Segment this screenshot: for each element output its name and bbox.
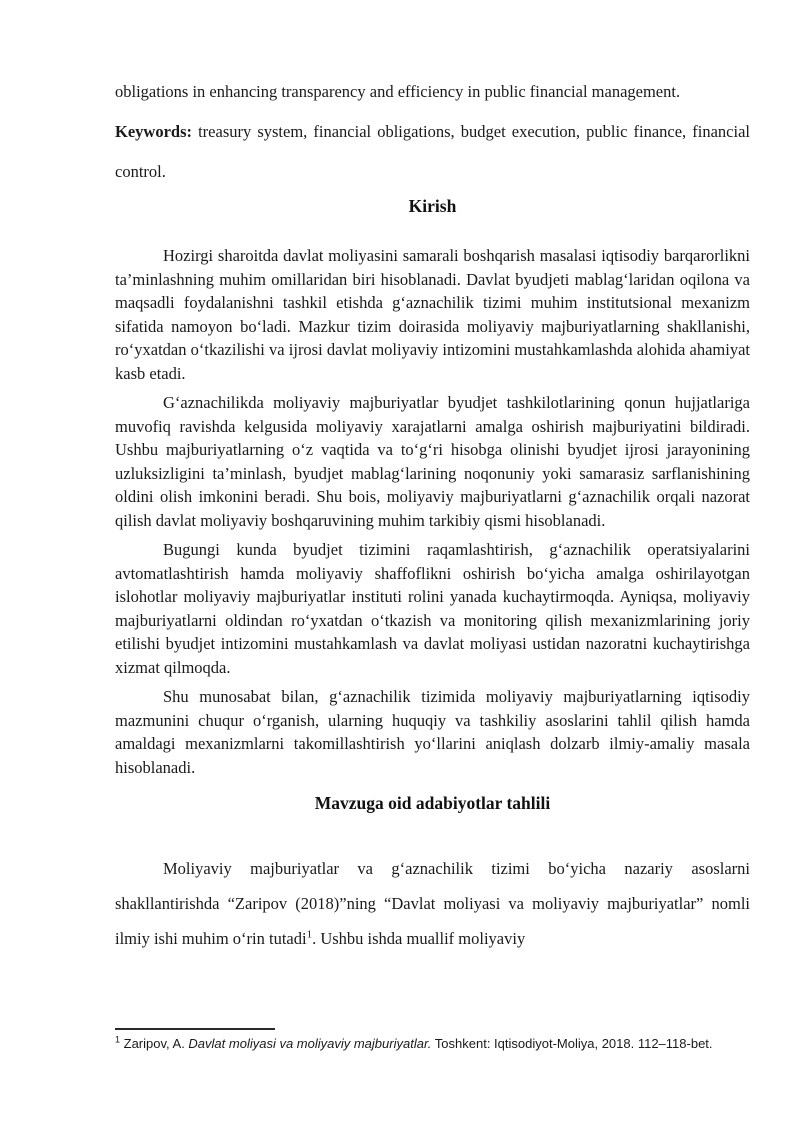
body-paragraph-3: Bugungi kunda byudjet tizimini raqamlashtirish, g‘aznachilik operatsiyalarini avtomatlashtirish hamda moliyaviy shaffoflikni oshirish bo‘yicha amalga oshirilayotgan islohotlar moliyaviy majburiyatlar instituti rolini yanada kuchaytirmoqda. Ayniqsa, moliyaviy majburiyatlarni oldindan ro‘yxatdan o‘tkazish va monitoring qilish mexanizmlarining joriy etilishi byudjet intizomini mustahkamlash va davlat moliyasi ustidan nazoratni kuchaytirishga xizmat qilmoqda.: [115, 540, 750, 677]
footnote-book-title: Davlat moliyasi va moliyaviy majburiyatlar.: [188, 1036, 432, 1051]
footnote-reference: 1: [306, 928, 313, 941]
footnote-text: [115, 1035, 750, 1053]
footnote-publication-info: Toshkent: Iqtisodiyot-Moliya, 2018. 112–118-bet.: [431, 1036, 713, 1051]
keywords-line: [115, 112, 750, 192]
keywords-label: Keywords:: [115, 122, 192, 141]
body-paragraph-4: Shu munosabat bilan, g‘aznachilik tizimida moliyaviy majburiyatlarning iqtisodiy mazmunini chuqur o‘rganish, ularning huquqiy va tashkiliy asoslarini tahlil qilish hamda amaldagi mexanizmlarni takomillashtirish yo‘llarini aniqlash dolzarb ilmiy-amaliy masala hisoblanadi.: [115, 687, 750, 777]
footnote-author: Zaripov, A.: [120, 1036, 189, 1051]
literature-paragraph-text-after-ref: . Ushbu ishda muallif moliyaviy: [312, 929, 526, 948]
keywords-text: treasury system, financial obligations, budget execution, public finance, financial control.: [115, 122, 750, 181]
footnote-area: [115, 1028, 750, 1053]
footnote-separator-line: [115, 1028, 275, 1030]
section-heading-adabiyotlar: Mavzuga oid adabiyotlar tahlili: [314, 793, 551, 813]
body-paragraph-1: Hozirgi sharoitda davlat moliyasini samarali boshqarish masalasi iqtisodiy barqarorlikni ta’minlashning muhim omillaridan biri hisoblanadi. Davlat byudjeti mablag‘laridan oqilona va maqsadli foydalanishni tashkil etishda g‘aznachilik tizimi muhim institutsional mexanizm sifatida namoyon bo‘ladi. Mazkur tizim doirasida moliyaviy majburiyatlarning shakllanishi, ro‘yxatdan o‘tkazilishi va ijrosi davlat moliyaviy intizomini mustahkamlashda alohida ahamiyat kasb etadi.: [115, 246, 750, 383]
abstract-tail-text: obligations in enhancing transparency and efficiency in public financial management.: [115, 82, 681, 101]
literature-paragraph: [115, 851, 750, 956]
section-heading-kirish: Kirish: [408, 196, 457, 216]
literature-paragraph-text: Moliyaviy majburiyatlar va g‘aznachilik tizimi bo‘yicha nazariy asoslarni shakllantirishda “Zaripov (2018)”ning “Davlat moliyasi va moliyaviy majburiyatlar” nomli ilmiy ishi muhim o‘rin tutadi: [115, 859, 750, 948]
footnote-marker: 1: [115, 1034, 121, 1045]
body-paragraph-2: G‘aznachilikda moliyaviy majburiyatlar byudjet tashkilotlarining qonun hujjatlariga muvofiq ravishda kelgusida moliyaviy xarajatlarni amalga oshirish majburiyatini bildiradi. Ushbu majburiyatlarning o‘z vaqtida va to‘g‘ri hisobga olinishi byudjet ijrosi jarayonining uzluksizligini ta’minlash, byudjet mablag‘larining noqonuniy yoki samarasiz sarflanishining oldini olish imkonini beradi. Shu bois, moliyaviy majburiyatlarni g‘aznachilik orqali nazorat qilish davlat moliyaviy boshqaruvining muhim tarkibiy qismi hisoblanadi.: [115, 393, 750, 530]
